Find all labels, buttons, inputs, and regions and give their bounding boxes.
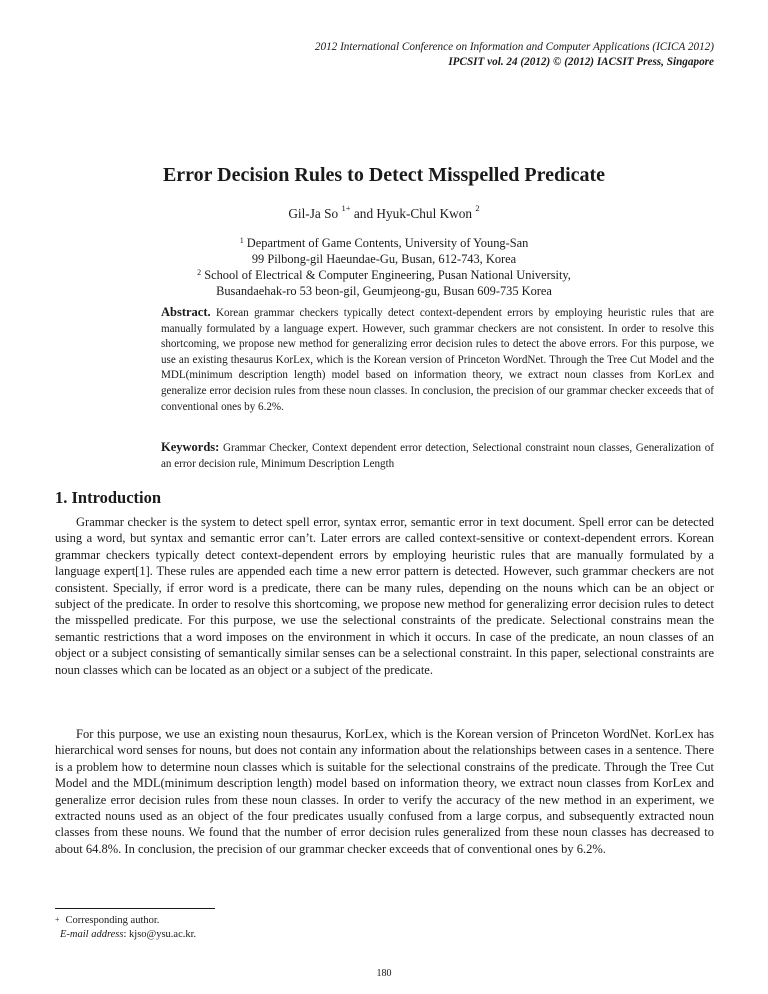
author-conjunction: and <box>353 206 374 221</box>
body-paragraph-1: Grammar checker is the system to detect spell error, syntax error, semantic error in text document. Spell error can be detected using a word, but syntax and semantic error can’t. Later errors are called context-sensitive or context-dependent errors. Korean grammar checkers typically detect context-dependent errors by employing heuristic rules that are manually formulated by a language expert[1]. These rules are appended each time a new error pattern is detected. However, such grammar checkers are not consistent. Specially, if error word is a predicate, there can be many rules, depending on the nouns which can be an object or subject of the predicate. In order to resolve this shortcoming, we propose new method for generalizing error decision rules to detect the misspelled predicate. For this purpose, we use the selectional constraints of the predicate. Selectional constrains mean the semantic restrictions that a word imposes on the environment in which it occurs. In case of the predicate, an noun classes of an object or a subject consisting of semantically similar senses can be a selectional constraint. In this paper, selectional constraints are noun classes which can be located as an object or a subject of the predicate. <box>55 515 714 677</box>
affiliation-1-department: Department of Game Contents, University of Young-San <box>246 236 529 250</box>
body-paragraph-2: For this purpose, we use an existing noun thesaurus, KorLex, which is the Korean version of Princeton WordNet. KorLex has hierarchical word senses for nouns, but does not contain any information about the relationships between cases in a sentence. There is a problem how to determine noun classes which is suitable for the selectional constrains of the predicate. Through the Tree Cut Model and the MDL(minimum description length) model based on information theory, we extract noun classes from KorLex and generalize error decision rules from these noun classes. In order to verify the accuracy of the new method in an experiment, we extracted nouns used as an object of the four predicates usually confused from a large corpus, and subsequently extracted noun classes from these nouns. We found that the number of error decision rules generalized from these noun classes has decreased to about 64.8%. In conclusion, the precision of our grammar checker exceeds that of conventional ones by 6.2%. <box>55 727 714 856</box>
affiliation-1-line-1 <box>0 235 768 251</box>
abstract-label: Abstract. <box>161 305 211 319</box>
affiliation-2-school: School of Electrical & Computer Engineering, Pusan National University, <box>204 268 571 282</box>
affiliation-1-address: 99 Pilbong-gil Haeundae-Gu, Busan, 612-743, Korea <box>251 252 517 266</box>
abstract <box>161 305 714 415</box>
footnote-email-label: E-mail address <box>60 929 124 940</box>
footnote-email-address: : kjso@ysu.ac.kr. <box>123 929 197 940</box>
author-1-name: Gil-Ja So <box>288 206 339 221</box>
conference-header: 2012 International Conference on Information and Computer Applications (ICICA 2012) <box>314 41 714 53</box>
footnote-divider <box>55 908 215 909</box>
page-number: 180 <box>376 968 392 979</box>
affiliation-1-superscript: 1 <box>239 236 244 245</box>
publication-header: IPCSIT vol. 24 (2012) © (2012) IACSIT Press, Singapore <box>448 56 714 68</box>
author-2-superscript: 2 <box>475 203 480 213</box>
footnote-mark: + <box>55 915 60 924</box>
footnote-corresponding-text: Corresponding author. <box>65 915 160 926</box>
author-1-superscript: 1+ <box>341 203 351 213</box>
abstract-text: Korean grammar checkers typically detect context-dependent errors by employing heuristic rules that are manually formulated by a language expert. However, such grammar checkers are not consistent. In order to resolve this shortcoming, we propose new method for generalizing error decision rules to detect the above errors. For this purpose, we use an existing thesaurus KorLex, which is the Korean version of Princeton WordNet. Through the Tree Cut Model and the MDL(minimum description length) model based on information theory, we extract noun classes from KorLex and generalize error decision rules from these noun classes. In conclusion, the precision of our grammar checker exceeds that of conventional ones by 6.2%. <box>161 307 714 413</box>
footnote-email <box>60 928 196 942</box>
keywords <box>161 439 714 472</box>
footnote-corresponding <box>55 914 159 928</box>
paper-title: Error Decision Rules to Detect Misspelled Predicate <box>162 164 606 186</box>
author-2-name: Hyuk-Chul Kwon <box>376 206 473 221</box>
author-line <box>0 203 768 222</box>
affiliation-2-superscript: 2 <box>197 268 202 277</box>
keywords-text: Grammar Checker, Context dependent error detection, Selectional constraint noun classes, Generalization of an error decision rule, Minimum Description Length <box>161 442 714 470</box>
keywords-label: Keywords: <box>161 440 220 454</box>
section-heading-introduction: 1. Introduction <box>55 488 162 507</box>
affiliation-2-address: Busandaehak-ro 53 beon-gil, Geumjeong-gu, Busan 609-735 Korea <box>216 284 552 298</box>
affiliation-2-line-1 <box>0 267 768 283</box>
